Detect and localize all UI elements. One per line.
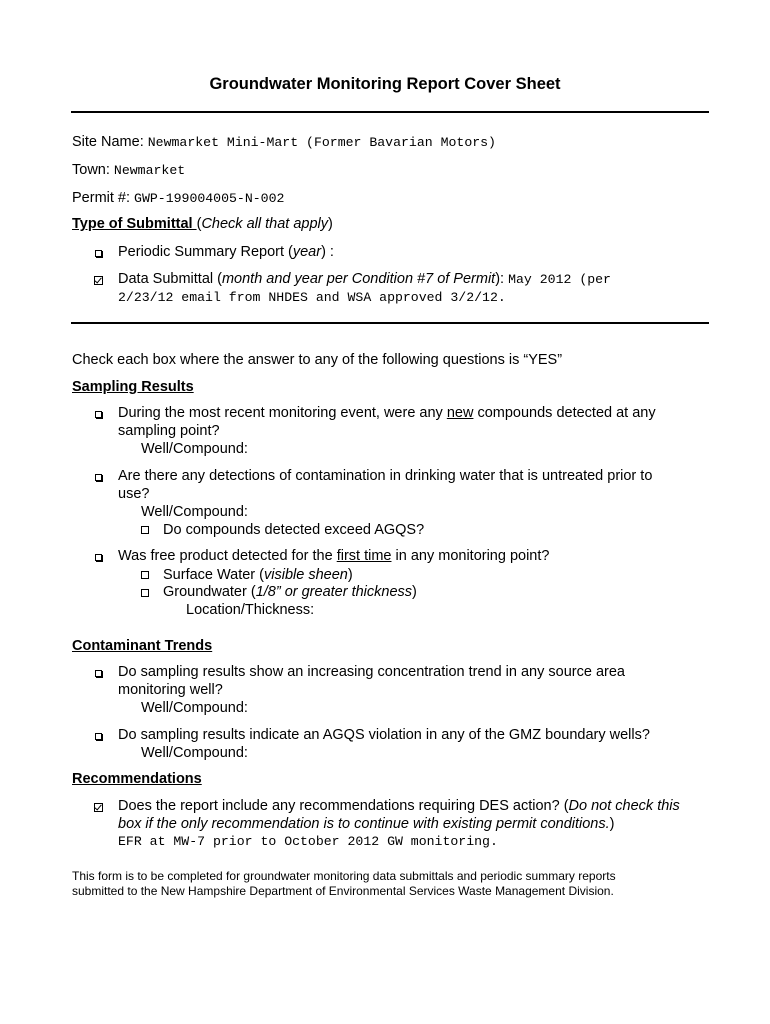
sampling-q1-checkbox[interactable] — [95, 411, 102, 418]
sampling-q2-text-cont: use? — [118, 486, 150, 502]
recommendations-text: Does the report include any recommendations requiring DES action? (Do not check this — [118, 798, 680, 814]
sampling-q1-well: Well/Compound: — [141, 441, 248, 457]
surface-water-checkbox[interactable] — [141, 571, 149, 579]
sampling-q2-well: Well/Compound: — [141, 504, 248, 520]
trends-q2-checkbox[interactable] — [95, 733, 102, 740]
groundwater-label: Groundwater (1/8” or greater thickness) — [163, 584, 417, 600]
permit-label: Permit #: — [72, 190, 131, 206]
sampling-heading: Sampling Results — [72, 379, 194, 395]
recommendations-answer: EFR at MW-7 prior to October 2012 GW monitoring. — [118, 834, 498, 849]
data-submittal-value-cont: 2/23/12 email from NHDES and WSA approved 3/2/12. — [118, 290, 506, 305]
sampling-q1-text-cont: sampling point? — [118, 423, 220, 439]
submittal-heading: Type of Submittal (Check all that apply) — [72, 216, 333, 232]
permit-value: GWP-199004005-N-002 — [134, 191, 285, 206]
recommendations-heading: Recommendations — [72, 771, 202, 787]
recommendations-checkbox[interactable] — [94, 803, 103, 812]
trends-q2-well: Well/Compound: — [141, 745, 248, 761]
data-submittal-value: May 2012 (per — [508, 272, 611, 287]
instructions: Check each box where the answer to any of the following questions is “YES” — [72, 352, 563, 368]
trends-q1-checkbox[interactable] — [95, 670, 102, 677]
town-value: Newmarket — [113, 163, 186, 178]
divider — [71, 322, 709, 324]
page-title: Groundwater Monitoring Report Cover Sheet — [209, 75, 561, 93]
trends-q1-text-cont: monitoring well? — [118, 682, 223, 698]
exceed-agqs-label: Do compounds detected exceed AGQS? — [163, 522, 425, 538]
sampling-q3-checkbox[interactable] — [95, 554, 102, 561]
town-label: Town: — [72, 162, 110, 178]
surface-water-label: Surface Water (visible sheen) — [163, 567, 353, 583]
sampling-q1-text: During the most recent monitoring event, were any new compounds detected at any — [118, 405, 656, 421]
permit-row — [72, 190, 284, 206]
data-submittal-label: Data Submittal (month and year per Condition #7 of Permit): May 2012 (per — [118, 271, 611, 287]
footer-note-cont: submitted to the New Hampshire Department of Environmental Services Waste Management Division. — [72, 884, 614, 898]
data-submittal-checkbox[interactable] — [94, 276, 103, 285]
recommendations-text-cont: box if the only recommendation is to continue with existing permit conditions.) — [118, 816, 615, 832]
site-name-value: Newmarket Mini-Mart (Former Bavarian Motors) — [147, 135, 496, 150]
sampling-q2-text: Are there any detections of contamination in drinking water that is untreated prior to — [118, 468, 653, 484]
trends-q1-well: Well/Compound: — [141, 700, 248, 716]
town-row — [72, 162, 185, 178]
divider — [71, 111, 709, 113]
trends-q1-text: Do sampling results show an increasing concentration trend in any source area — [118, 664, 625, 680]
sampling-q3-text: Was free product detected for the first time in any monitoring point? — [118, 548, 550, 564]
sampling-q2-checkbox[interactable] — [95, 474, 102, 481]
periodic-summary-label: Periodic Summary Report (year) : — [118, 244, 334, 260]
periodic-summary-checkbox[interactable] — [95, 250, 102, 257]
trends-q2-text: Do sampling results indicate an AGQS violation in any of the GMZ boundary wells? — [118, 727, 650, 743]
footer-note: This form is to be completed for groundwater monitoring data submittals and periodic summary reports — [72, 869, 616, 883]
site-name-label: Site Name: — [72, 134, 144, 150]
trends-heading: Contaminant Trends — [72, 638, 213, 654]
location-thickness: Location/Thickness: — [186, 602, 315, 618]
groundwater-checkbox[interactable] — [141, 589, 149, 597]
exceed-agqs-checkbox[interactable] — [141, 526, 149, 534]
site-name-row — [72, 134, 496, 150]
